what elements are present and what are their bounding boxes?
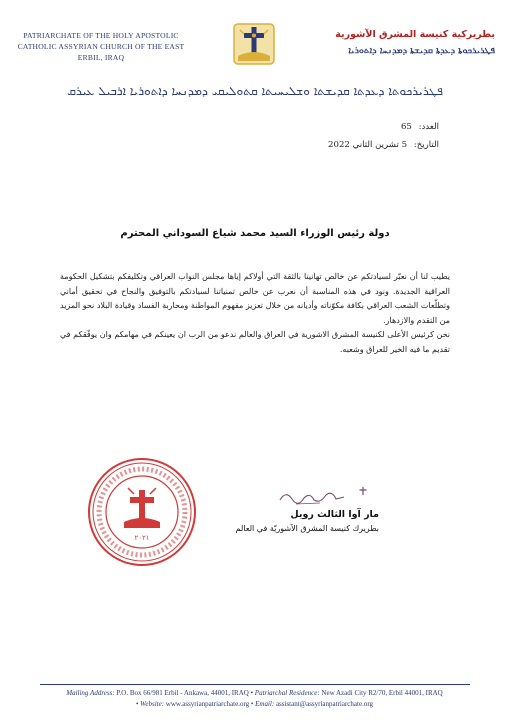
residence-value: New Azadi City R2/70, Erbil 44001, IRAQ [321,689,443,697]
letterhead-english-line3: ERBIL, IRAQ [77,53,125,62]
email-link[interactable]: assistant@assyrianpatriarchate.org [275,700,374,708]
patriarchal-seal [86,456,198,568]
letter-number [328,118,439,136]
letterhead-english-line2: CATHOLIC ASSYRIAN CHURCH OF THE EAST [17,42,185,51]
letter-date [328,136,439,154]
addressee-heading: دولة رئيس الوزراء السيد محمد شياع السوداني المحترم [120,228,390,239]
syriac-banner: ܦܛܪܝܪܟܘܬܐ ܕܥܕܬܐ ܩܕܝܫܬܐ ܘܫܠܝܚܝܬܐ ܩܬܘܠܝܩܝ ܕܡܕܢܚܐ ܕܐܬܘܪܝܐ ܐܪܒܝܠ ܥܝܪܩ [67,84,443,98]
residence-label: Patriarchal Residence: [254,689,320,697]
footer-separator-2: • [250,700,254,708]
letter-footer [10,688,499,710]
mailing-value: P.O. Box 66/981 Erbil - Ankawa, 44001, IRAQ [116,689,249,697]
website-label: Website: [140,700,165,708]
number-value: 65 [400,122,412,132]
signatory-title: بطريرك كنيسة المشرق الآشوريّة في العالم [235,524,379,533]
email-label: Email: [255,700,275,708]
letterhead-arabic-line1: بطريركية كنيسة المشرق الآشورية [335,29,495,40]
letterhead-arabic [305,28,495,58]
letter-body [60,270,450,357]
footer-bullet: • [135,700,139,708]
letterhead-english [12,30,190,63]
date-value: 5 تشرين الثاني 2022 [328,140,408,150]
letterhead-english-line1: PATRIARCHATE OF THE HOLY APOSTOLIC [23,31,179,40]
mailing-label: Mailing Address: [66,689,115,697]
footer-separator: • [250,689,254,697]
letterhead-syriac-line2: ܦܛܪܝܪܟܘܬܐ ܕܥܕܬܐ ܩܕܝܫܬܐ ܕܡܕܢܚܐ ܕܐܬܘܪܝܐ [348,46,495,56]
church-crest-icon [228,18,280,70]
body-paragraph-2: نحن كرئيس الأعلى لكنيسة المشرق الاشورية في العراق والعالم ندعو من الرب ان يعينكم في مهامكم وان يوفّقكم في تقديم ما فيه الخير للعراق وشعبه. [60,330,450,354]
body-paragraph-1: يطيب لنا أن نعبّر لسيادتكم عن خالص تهانينا بالثقة التي أولاكم إياها مجلس النواب العراقي وتكليفكم بتشكيل الحكومة العراقية الجديدة. ونود في هذه المناسبة أن نعرب عن خالص تمنياتنا لسيادتكم بالتوفيق والنجاح في تحقيق أماني وتطلّعات الشعب العراقي بكافة مكوّناته وأديانه من خلال تعزيز مفهوم المواطنة ومحاربة الفساد وقيادة البلاد نحو المزيد من التقدم والازدهار. [60,272,450,325]
letter-meta [328,118,439,154]
signatory-name: مار آوا الثالث رويل [290,509,379,520]
seal-year: ٢٠٢١ [134,534,150,542]
signature-block [236,484,379,536]
number-label: العدد: [418,122,439,132]
date-label: التاريخ: [413,140,439,150]
footer-line-2 [10,699,499,710]
footer-divider [40,684,470,685]
footer-line-1 [10,688,499,699]
website-link[interactable]: www.assyrianpatriarchate.org [165,700,250,708]
